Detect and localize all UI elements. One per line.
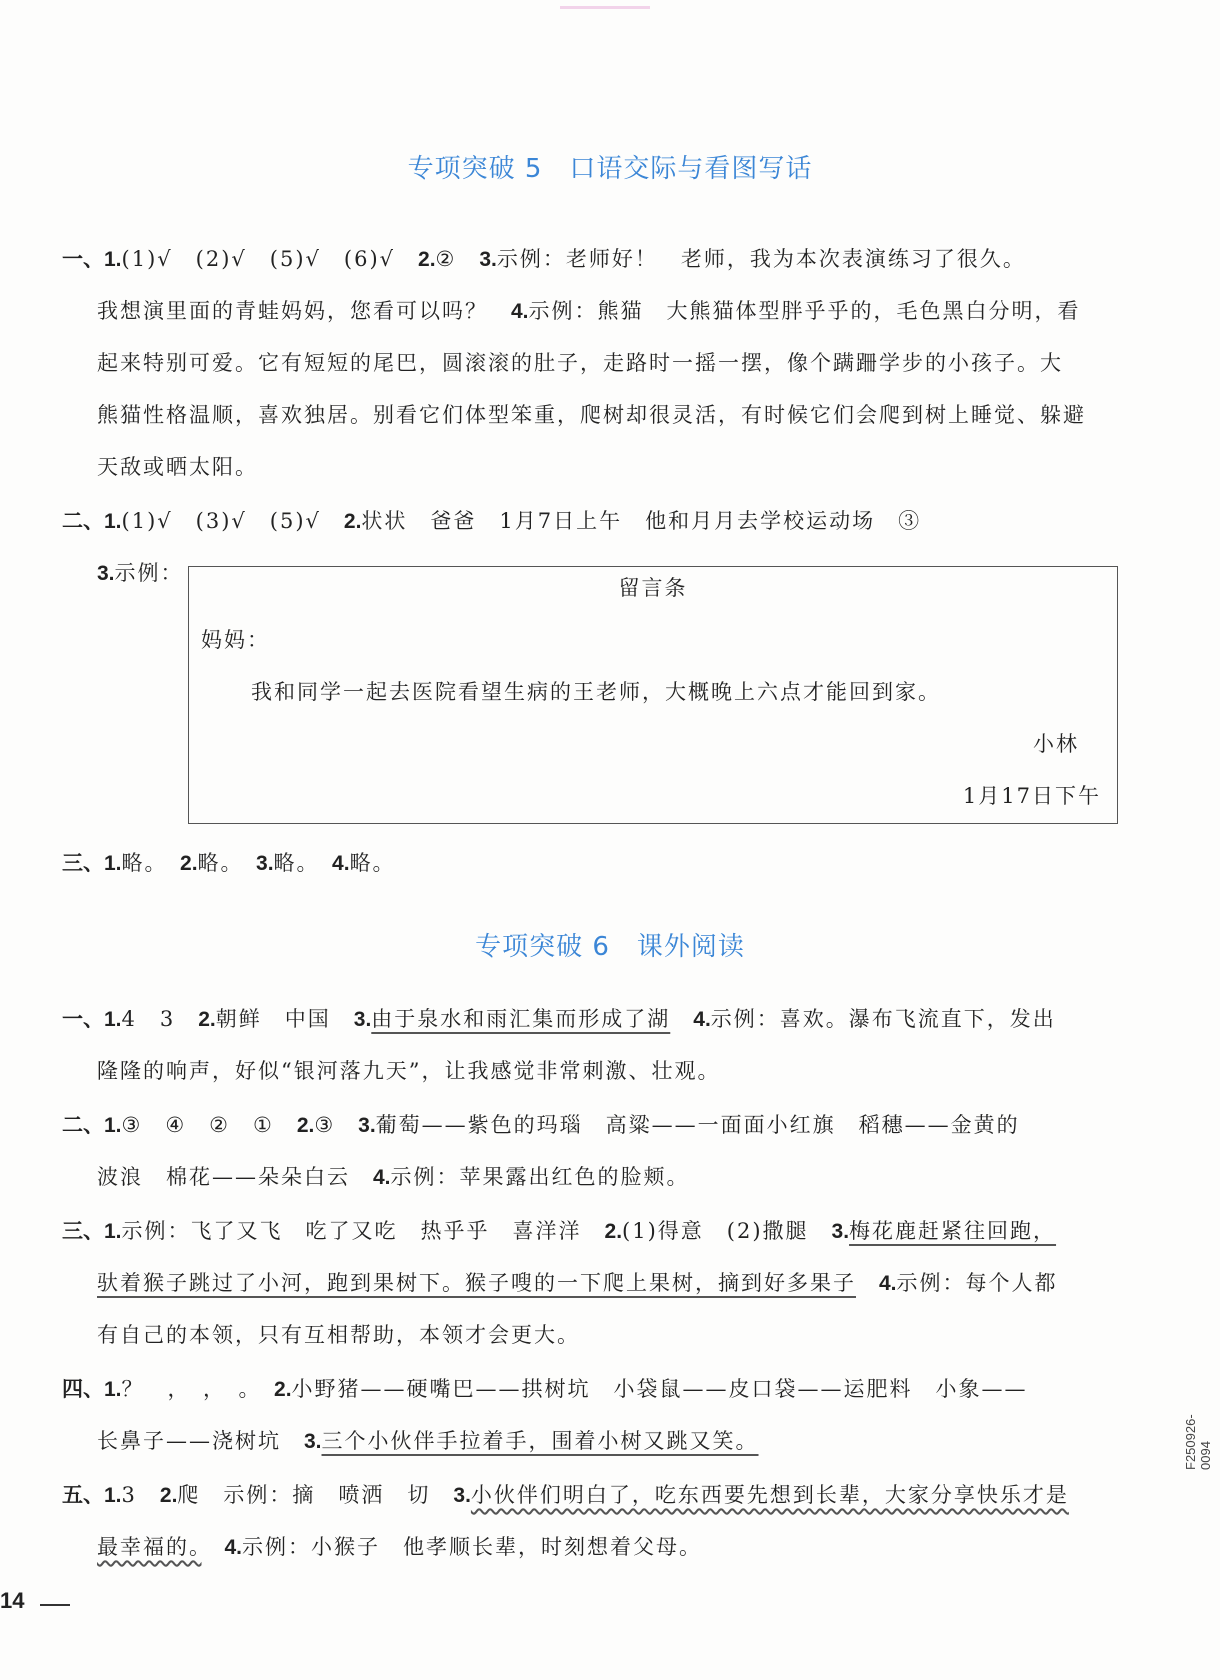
answer-line bbox=[62, 848, 396, 879]
answer-text: 略。 bbox=[197, 851, 257, 875]
answer-text bbox=[856, 1271, 879, 1295]
answer-text: (1)√ (2)√ (5)√ (6)√ bbox=[121, 247, 419, 271]
answer-text: 起来特别可爱。它有短短的尾巴，圆滚滚的肚子，走路时一摇一摆，像个蹒跚学步的小孩子。大 bbox=[97, 351, 1063, 375]
answer-line bbox=[97, 348, 1063, 378]
question-number: 1. bbox=[104, 1220, 122, 1243]
answer-line bbox=[97, 452, 258, 482]
question-number: 4. bbox=[511, 300, 529, 323]
question-number: 4. bbox=[373, 1166, 391, 1189]
question-number: 3. bbox=[479, 248, 497, 271]
wavy-underlined-answer: 小伙伴们明白了，吃东西要先想到长辈，大家分享快乐才是 bbox=[470, 1483, 1069, 1507]
answer-text: 4 3 bbox=[121, 1007, 199, 1031]
print-code: F250926-0094 bbox=[1183, 1414, 1213, 1470]
answer-text: 我想演里面的青蛙妈妈，您看可以吗？ bbox=[97, 299, 511, 323]
answer-text: 略。 bbox=[121, 851, 181, 875]
answer-text: 小野猪——硬嘴巴——拱树坑 小袋鼠——皮口袋——运肥料 小象—— bbox=[291, 1377, 1028, 1401]
question-number: 3. bbox=[453, 1484, 471, 1507]
answer-text: 示例：老师好！ 老师，我为本次表演练习了很久。 bbox=[496, 247, 1026, 271]
section-marker: 一、 bbox=[62, 247, 104, 271]
answer-text: 略。 bbox=[273, 851, 333, 875]
answer-text: 示例：飞了又飞 吃了又吃 热乎乎 喜洋洋 bbox=[121, 1219, 605, 1243]
answer-text: 爬 示例：摘 喷洒 切 bbox=[177, 1483, 454, 1507]
question-number: 1. bbox=[104, 852, 122, 875]
question-number: 2. bbox=[180, 852, 198, 875]
question-number: 3. bbox=[304, 1430, 322, 1453]
answer-text: ？ ， ， 。 bbox=[121, 1377, 275, 1401]
question-number: 1. bbox=[104, 1114, 122, 1137]
answer-line bbox=[97, 1268, 1058, 1299]
answer-text: 示例：喜欢。瀑布飞流直下，发出 bbox=[710, 1007, 1056, 1031]
question-number: 2. bbox=[604, 1220, 623, 1243]
answer-text: 天敌或晒太阳。 bbox=[97, 455, 258, 479]
question-number: 2. bbox=[296, 1114, 315, 1137]
section-5-title: 专项突破 5 口语交际与看图写话 bbox=[407, 154, 813, 184]
section-marker: 一、 bbox=[62, 1007, 104, 1031]
answer-line bbox=[97, 558, 184, 589]
answer-line bbox=[97, 1532, 702, 1563]
section-6-title: 专项突破 6 课外阅读 bbox=[475, 932, 745, 962]
question-number: 2. bbox=[198, 1008, 216, 1031]
answer-text: (1)√ (3)√ (5)√ bbox=[121, 509, 344, 533]
note-heading: 留言条 bbox=[618, 576, 688, 600]
note-date: 1月17日下午 bbox=[962, 784, 1101, 808]
answer-line bbox=[62, 1374, 1028, 1405]
question-number: 2. bbox=[159, 1484, 178, 1507]
answer-line bbox=[97, 1320, 580, 1350]
answer-line bbox=[62, 1480, 1069, 1511]
answer-text: 长鼻子——浇树坑 bbox=[97, 1429, 304, 1453]
answer-text: 示例：熊猫 大熊猫体型胖乎乎的，毛色黑白分明，看 bbox=[528, 299, 1081, 323]
section-marker: 三、 bbox=[62, 851, 104, 875]
answer-line bbox=[62, 506, 921, 537]
page-number-rule bbox=[40, 1604, 70, 1606]
note-body: 我和同学一起去医院看望生病的王老师，大概晚上六点才能回到家。 bbox=[251, 680, 941, 704]
question-number: 1. bbox=[104, 510, 122, 533]
question-number: 1. bbox=[104, 1008, 122, 1031]
question-number: 4. bbox=[332, 852, 350, 875]
question-number: 2. bbox=[343, 510, 362, 533]
question-number: 1. bbox=[104, 248, 122, 271]
question-number: 4. bbox=[879, 1272, 897, 1295]
answer-text bbox=[202, 1535, 225, 1559]
note-greeting: 妈妈： bbox=[201, 628, 270, 652]
answer-line bbox=[97, 1426, 759, 1457]
answer-text: 状状 爸爸 1月7日上午 他和月月去学校运动场 ③ bbox=[361, 509, 922, 533]
answer-line bbox=[97, 1056, 720, 1086]
section-marker: 二、 bbox=[62, 509, 104, 533]
answer-text bbox=[670, 1007, 693, 1031]
answer-text: 示例：每个人都 bbox=[896, 1271, 1058, 1295]
question-number: 4. bbox=[693, 1008, 711, 1031]
answer-text: ③ ④ ② ① bbox=[121, 1113, 297, 1137]
note-signature: 小林 bbox=[1033, 732, 1079, 756]
question-number: 3. bbox=[358, 1114, 376, 1137]
question-number: 2. bbox=[418, 248, 436, 271]
answer-text: 示例： bbox=[114, 561, 184, 585]
answer-text: 有自己的本领，只有互相帮助，本领才会更大。 bbox=[97, 1323, 580, 1347]
underlined-answer: 三个小伙伴手拉着手，围着小树又跳又笑。 bbox=[321, 1429, 759, 1453]
section-marker: 四、 bbox=[62, 1377, 104, 1401]
wavy-underlined-answer: 最幸福的。 bbox=[97, 1535, 202, 1559]
answer-line bbox=[97, 296, 1081, 327]
section-marker: 五、 bbox=[62, 1483, 104, 1507]
answer-text: 隆隆的响声，好似“银河落九天”，让我感觉非常刺激、壮观。 bbox=[97, 1059, 721, 1083]
answer-text: 示例：小猴子 他孝顺长辈，时刻想着父母。 bbox=[242, 1535, 703, 1559]
answer-text: 朝鲜 中国 bbox=[215, 1007, 354, 1031]
answer-text: 3 bbox=[121, 1483, 160, 1507]
answer-line bbox=[97, 1162, 690, 1193]
answer-text: (1)得意 (2)撒腿 bbox=[622, 1219, 832, 1243]
question-number: 2. bbox=[274, 1378, 292, 1401]
page-number: 14 bbox=[0, 1588, 25, 1613]
underlined-answer: 由于泉水和雨汇集而形成了湖 bbox=[371, 1007, 671, 1031]
question-number: 3. bbox=[831, 1220, 850, 1243]
question-number: 1. bbox=[104, 1378, 122, 1401]
answer-line bbox=[62, 1004, 1056, 1035]
answer-line bbox=[62, 1216, 1056, 1247]
answer-line bbox=[62, 244, 1026, 275]
underlined-answer: 梅花鹿赶紧往回跑， bbox=[849, 1219, 1057, 1243]
section-marker: 三、 bbox=[62, 1219, 104, 1243]
answer-line bbox=[97, 400, 1086, 430]
answer-text: 略。 bbox=[349, 851, 396, 875]
answer-text: 熊猫性格温顺，喜欢独居。别看它们体型笨重，爬树却很灵活，有时候它们会爬到树上睡觉、躲避 bbox=[97, 403, 1086, 427]
section-marker: 二、 bbox=[62, 1113, 104, 1137]
answer-line bbox=[62, 1110, 1020, 1141]
question-number: 3. bbox=[353, 1008, 372, 1031]
question-number: 3. bbox=[256, 852, 274, 875]
answer-text: 波浪 棉花——朵朵白云 bbox=[97, 1165, 373, 1189]
message-note-box bbox=[188, 566, 1118, 824]
print-mark bbox=[560, 6, 650, 9]
answer-text: 葡萄——紫色的玛瑙 高粱——一面面小红旗 稻穗——金黄的 bbox=[375, 1113, 1020, 1137]
answer-text: ③ bbox=[314, 1113, 359, 1137]
question-number: 4. bbox=[224, 1536, 243, 1559]
question-number: 1. bbox=[104, 1484, 122, 1507]
underlined-answer: 驮着猴子跳过了小河，跑到果树下。猴子嗖的一下爬上果树，摘到好多果子 bbox=[97, 1271, 856, 1295]
question-number: 3. bbox=[97, 562, 115, 585]
answer-text: 示例：苹果露出红色的脸颊。 bbox=[390, 1165, 690, 1189]
answer-text: ② bbox=[435, 247, 480, 271]
